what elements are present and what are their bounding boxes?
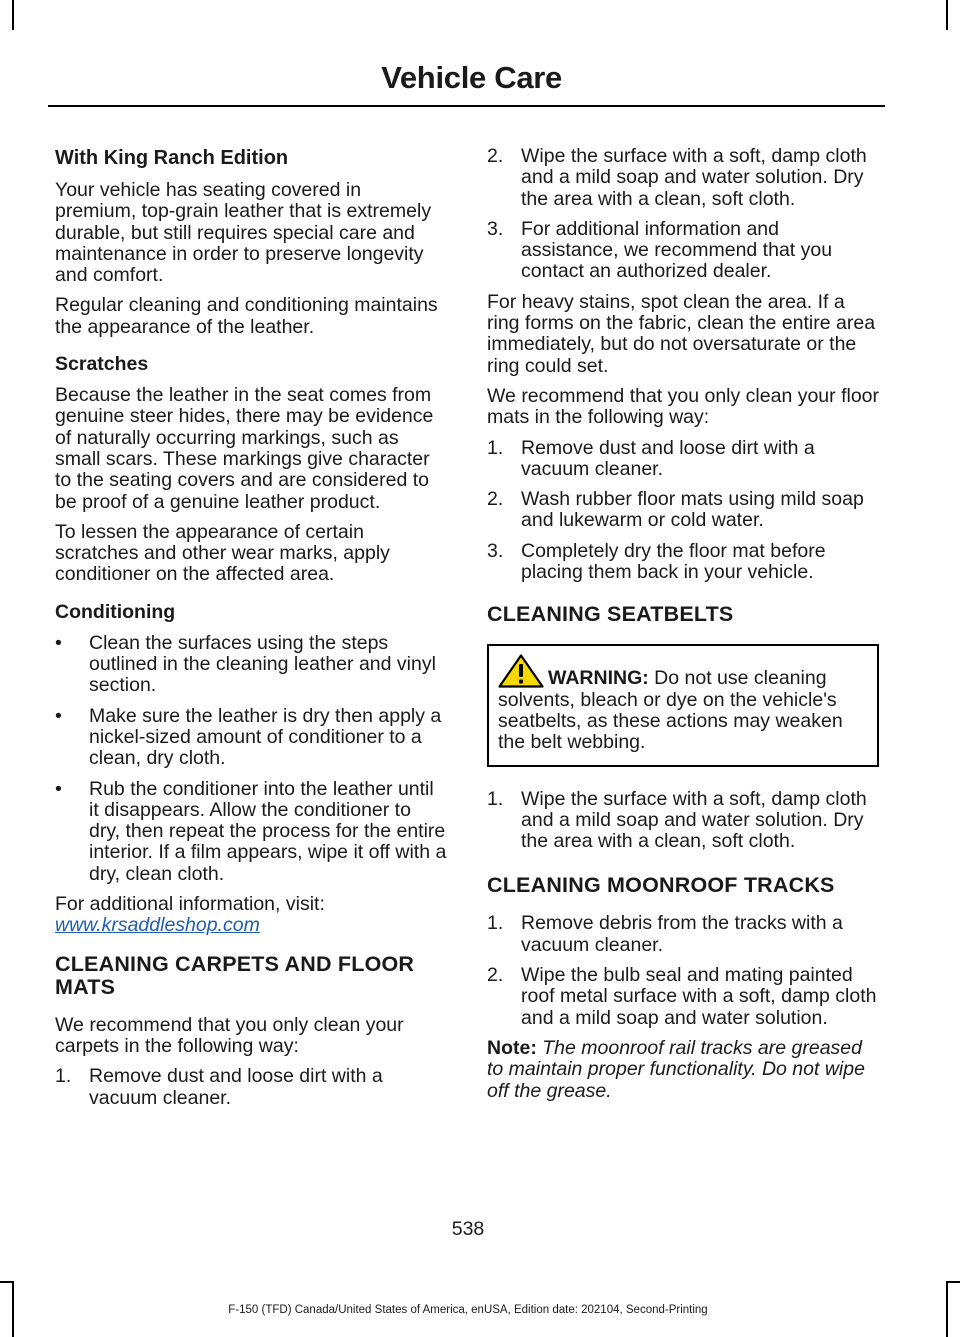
list-item — [487, 541, 879, 584]
seatbelts-section-heading: CLEANING SEATBELTS — [487, 602, 734, 627]
step-text: Wash rubber floor mats using mild soap and lukewarm or cold water. — [521, 488, 864, 532]
scratches-paragraph: Because the leather in the seat comes from genuine steer hides, there may be evidence of naturally occurring markings, such as small scars. These markings give character to the seating covers and are considered to be proof of a genuine leather product. — [55, 384, 434, 513]
list-item — [487, 489, 879, 532]
seatbelts-steps — [487, 789, 879, 853]
header-rule — [48, 105, 885, 107]
warning-triangle-icon — [498, 654, 544, 688]
carpets-steps — [55, 1066, 447, 1109]
additional-info — [55, 894, 447, 937]
moonroof-section-heading: CLEANING MOONROOF TRACKS — [487, 873, 835, 898]
list-item — [55, 1066, 447, 1109]
step-text: Wipe the surface with a soft, damp cloth and a mild soap and water solution. Dry the area with a clean, soft cloth. — [521, 145, 867, 210]
list-item — [55, 779, 447, 885]
crop-mark-top-left — [12, 0, 14, 30]
list-item — [487, 146, 879, 210]
warning-box — [487, 644, 879, 766]
list-item — [55, 706, 447, 770]
crop-mark-bottom-left — [0, 1281, 14, 1283]
scratches-heading: Scratches — [55, 353, 149, 376]
king-ranch-paragraph: Your vehicle has seating covered in premium, top-grain leather that is extremely durable, but still requires special care and maintenance in order to preserve longevity and comfort. — [55, 179, 432, 287]
floor-mats-steps — [487, 438, 879, 584]
crop-mark-bottom-right — [946, 1281, 948, 1337]
floor-mats-intro: We recommend that you only clean your floor mats in the following way: — [487, 384, 879, 429]
crop-mark-top-right — [946, 0, 948, 30]
list-item-text: Clean the surfaces using the steps outlined in the cleaning leather and vinyl section. — [89, 631, 436, 697]
step-number: 1. — [55, 1065, 72, 1088]
step-number: 2. — [487, 964, 504, 987]
list-item — [487, 438, 879, 481]
left-column — [55, 146, 447, 1118]
note-text: The moonroof rail tracks are greased to maintain proper functionality. Do not wipe off the grease. — [487, 1036, 865, 1102]
scratches-paragraph-2: To lessen the appearance of certain scratches and other wear marks, apply conditioner on the affected area. — [55, 520, 390, 586]
note-label: Note: — [487, 1036, 537, 1059]
conditioning-heading: Conditioning — [55, 600, 176, 623]
page-title: Vehicle Care — [381, 60, 562, 95]
bullet-marker: • — [55, 631, 62, 654]
moonroof-note — [487, 1038, 879, 1102]
carpets-steps-continued — [487, 146, 879, 283]
additional-info-text: For additional information, visit: — [55, 893, 325, 916]
heavy-stains-paragraph: For heavy stains, spot clean the area. If a ring forms on the fabric, clean the entire area immediately, but do not oversaturate or the ring could set. — [487, 290, 876, 377]
list-item — [487, 913, 879, 956]
king-ranch-paragraph-2: Regular cleaning and conditioning maintains the appearance of the leather. — [55, 294, 438, 338]
step-number: 3. — [487, 217, 504, 240]
step-text: Remove dust and loose dirt with a vacuum cleaner. — [521, 436, 815, 480]
carpets-intro: We recommend that you only clean your carpets in the following way: — [55, 1013, 404, 1057]
step-number: 3. — [487, 539, 504, 562]
conditioning-list — [55, 633, 447, 885]
crop-mark-bottom-right — [946, 1281, 960, 1283]
page-number: 538 — [451, 1218, 485, 1240]
step-number: 1. — [487, 436, 504, 459]
list-item — [487, 965, 879, 1029]
list-item — [487, 219, 879, 283]
step-number: 2. — [487, 145, 504, 167]
step-number: 1. — [487, 912, 504, 935]
footer-edition: F-150 (TFD) Canada/United States of America, enUSA, Edition date: 202104, Second-Printing — [228, 1304, 708, 1316]
step-text: Completely dry the floor mat before placing them back in your vehicle. — [521, 539, 826, 584]
bullet-marker: • — [55, 777, 62, 800]
step-text: Wipe the surface with a soft, damp cloth and a mild soap and water solution. Dry the area with a clean, soft cloth. — [521, 787, 867, 853]
king-ranch-heading: With King Ranch Edition — [55, 147, 289, 169]
step-text: Remove dust and loose dirt with a vacuum cleaner. — [89, 1065, 383, 1109]
list-item-text: Rub the conditioner into the leather until it disappears. Allow the conditioner to dry, then repeat the process for the entire interior. If a film appears, wipe it off with a dry, clean cloth. — [89, 777, 447, 885]
list-item-text: Make sure the leather is dry then apply a nickel-sized amount of conditioner to a clean, dry cloth. — [89, 704, 442, 770]
list-item — [55, 633, 447, 697]
warning-label: WARNING: — [548, 667, 649, 690]
warning-text: Do not use cleaning solvents, bleach or dye on the vehicle's seatbelts, as these actions may weaken the belt webbing. — [498, 667, 843, 754]
step-text: Remove debris from the tracks with a vacuum cleaner. — [521, 912, 843, 956]
moonroof-steps — [487, 913, 879, 1028]
step-text: Wipe the bulb seal and mating painted roof metal surface with a soft, damp cloth and a mild soap and water solution. — [521, 964, 877, 1029]
step-number: 2. — [487, 488, 504, 511]
step-text: For additional information and assistance, we recommend that you contact an authorized dealer. — [521, 217, 833, 283]
saddleshop-link[interactable]: www.krsaddleshop.com — [55, 914, 260, 937]
carpets-section-heading: CLEANING CARPETS AND FLOOR MATS — [55, 951, 415, 999]
bullet-marker: • — [55, 704, 62, 727]
step-number: 1. — [487, 787, 504, 810]
list-item — [487, 789, 879, 853]
right-column — [487, 146, 879, 1111]
